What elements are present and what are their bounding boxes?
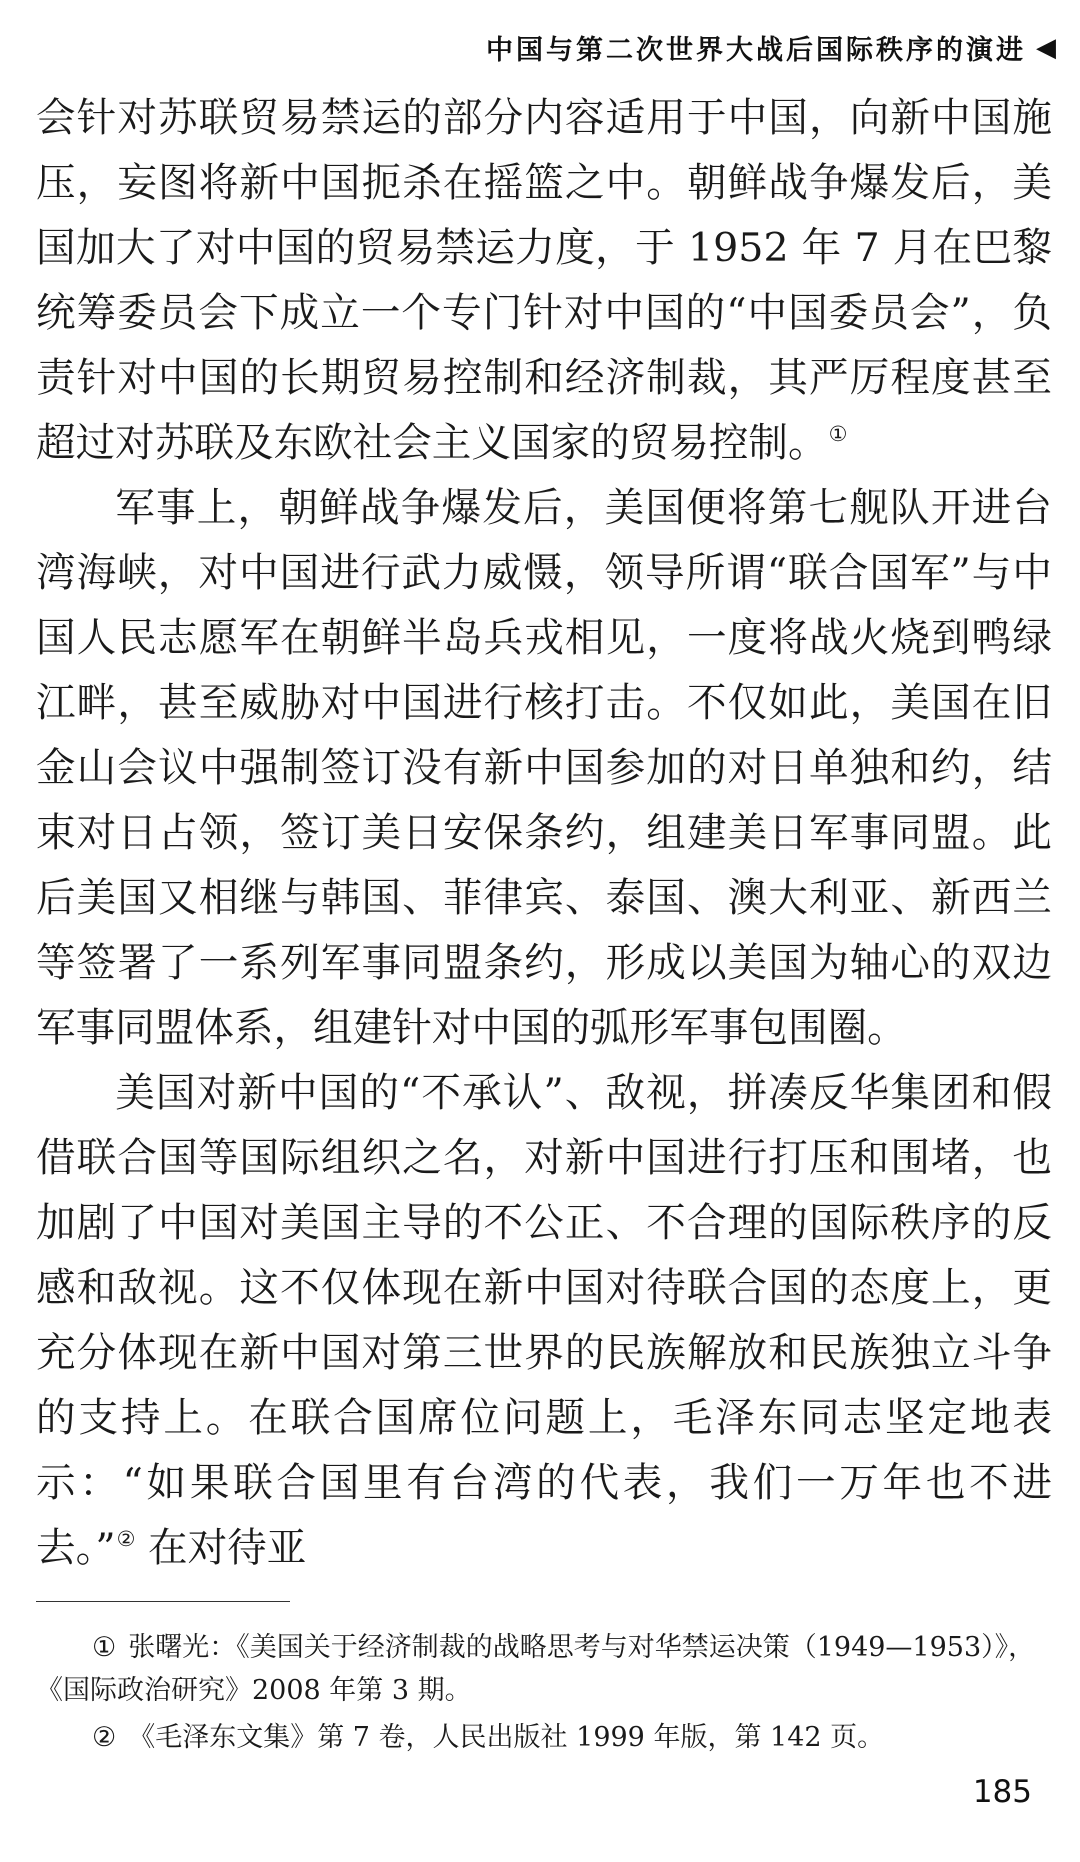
paragraph-3 bbox=[36, 1061, 1052, 1581]
footnote-2-number: ② bbox=[92, 1722, 117, 1753]
footnotes bbox=[36, 1626, 1052, 1763]
paragraph-2-text: 军事上，朝鲜战争爆发后，美国便将第七舰队开进台湾海峡，对中国进行武力威慑，领导所谓“联合国军”与中国人民志愿军在朝鲜半岛兵戎相见，一度将战火烧到鸭绿江畔，甚至威胁对中国进行核打击。不仅如此，美国在旧金山会议中强制签订没有新中国参加的对日单独和约，结束对日占领，签订美日安保条约，组建美日军事同盟。此后美国又相继与韩国、菲律宾、泰国、澳大利亚、新西兰等签署了一系列军事同盟条约，形成以美国为轴心的双边军事同盟体系，组建针对中国的弧形军事包围圈。 bbox=[36, 485, 1052, 1051]
paragraph-1 bbox=[36, 86, 1052, 476]
footnote-ref-1[interactable]: ① bbox=[828, 422, 848, 446]
footnote-2 bbox=[36, 1716, 1052, 1759]
footnote-divider bbox=[36, 1601, 290, 1602]
paragraph-2 bbox=[36, 476, 1052, 1061]
page-number: 185 bbox=[972, 1774, 1032, 1810]
footnote-1-number: ① bbox=[92, 1632, 117, 1663]
paragraph-1-text: 会针对苏联贸易禁运的部分内容适用于中国，向新中国施压，妄图将新中国扼杀在摇篮之中。朝鲜战争爆发后，美国加大了对中国的贸易禁运力度，于 1952 年 7 月在巴黎统筹委员会下成立一个专门针对中国的“中国委员会”，负责针对中国的长期贸易控制和经济制裁，其严厉程度甚至超过对苏联及东欧社会主义国家的贸易控制。 bbox=[36, 95, 1052, 466]
footnote-1-text: 张曙光：《美国关于经济制裁的战略思考与对华禁运决策（1949—1953）》，《国际政治研究》2008 年第 3 期。 bbox=[36, 1632, 1036, 1706]
running-title: 中国与第二次世界大战后国际秩序的演进 bbox=[486, 35, 1026, 66]
body-text bbox=[36, 86, 1052, 1581]
triangle-marker-icon: ◀ bbox=[1036, 32, 1056, 63]
running-header bbox=[486, 28, 1056, 67]
paragraph-3-tail: 在对待亚 bbox=[135, 1525, 307, 1571]
footnote-2-text: 《毛泽东文集》第 7 卷，人民出版社 1999 年版，第 142 页。 bbox=[128, 1722, 885, 1753]
footnote-ref-2[interactable]: ② bbox=[116, 1527, 136, 1551]
footnote-1 bbox=[36, 1626, 1052, 1712]
paragraph-3-text: 美国对新中国的“不承认”、敌视，拼凑反华集团和假借联合国等国际组织之名，对新中国进行打压和围堵，也加剧了中国对美国主导的不公正、不合理的国际秩序的反感和敌视。这不仅体现在新中国对待联合国的态度上，更充分体现在新中国对第三世界的民族解放和民族独立斗争的支持上。在联合国席位问题上，毛泽东同志坚定地表示：“如果联合国里有台湾的代表，我们一万年也不进去。” bbox=[36, 1070, 1052, 1571]
